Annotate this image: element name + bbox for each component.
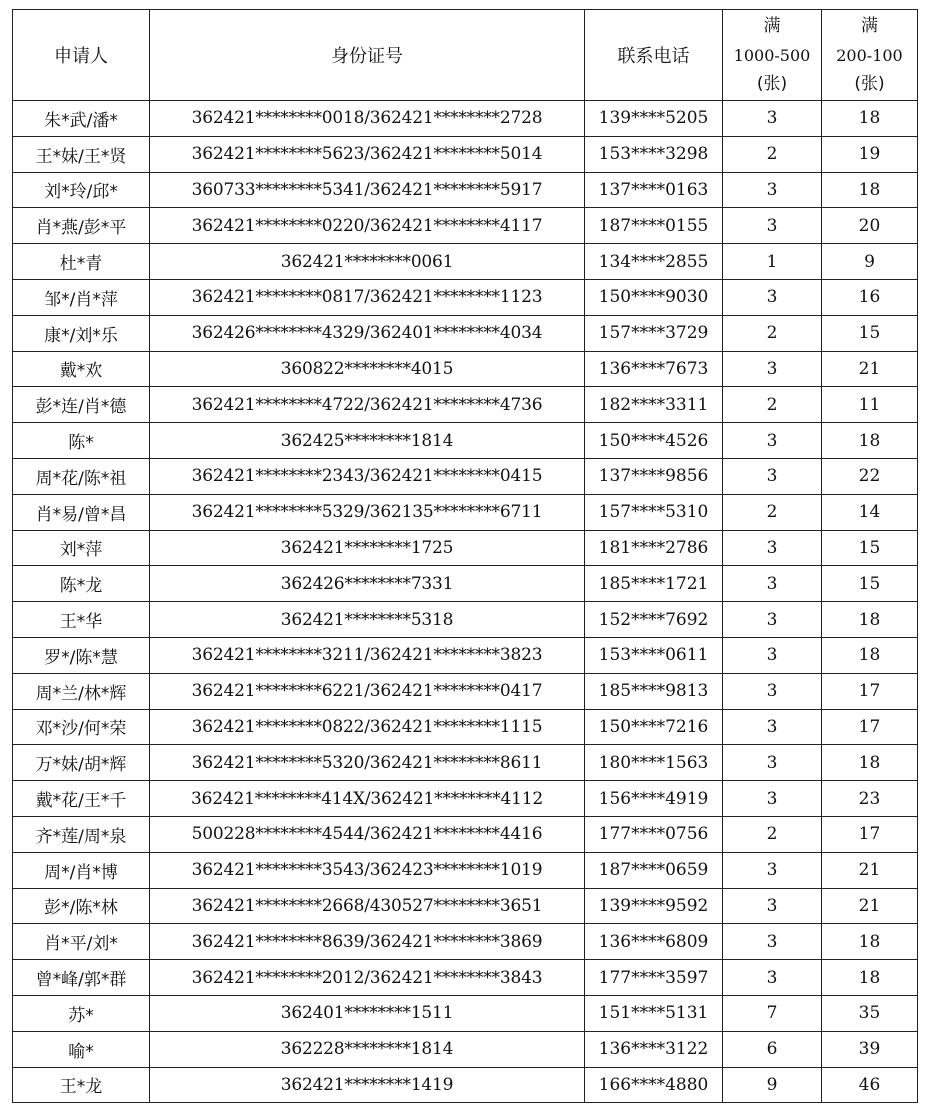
id-number-cell: 362421********1419 xyxy=(150,1067,585,1103)
id-number-cell: 362421********2668/430527********3651 xyxy=(150,888,585,924)
id-number-cell: 362421********0817/362421********1123 xyxy=(150,279,585,315)
coupon-200-100-count-cell: 18 xyxy=(822,745,918,781)
coupon-200-100-count-cell: 18 xyxy=(822,101,918,137)
phone-cell: 136****3122 xyxy=(585,1031,723,1067)
coupon-1000-500-count-cell: 3 xyxy=(723,458,822,494)
phone-cell: 152****7692 xyxy=(585,602,723,638)
table-row xyxy=(13,279,918,315)
applicant-name-cell: 戴*欢 xyxy=(13,351,150,387)
phone-cell: 157****5310 xyxy=(585,494,723,530)
coupon-1000-500-count-cell: 6 xyxy=(723,1031,822,1067)
phone-cell: 139****9592 xyxy=(585,888,723,924)
applicant-name-cell: 周*/肖*博 xyxy=(13,852,150,888)
coupon-200-100-count-cell: 18 xyxy=(822,602,918,638)
coupon-1000-500-count-cell: 9 xyxy=(723,1067,822,1103)
table-row xyxy=(13,315,918,351)
id-number-cell: 362426********7331 xyxy=(150,566,585,602)
id-number-cell: 362421********5320/362421********8611 xyxy=(150,745,585,781)
phone-cell: 153****3298 xyxy=(585,136,723,172)
table-row xyxy=(13,852,918,888)
coupon-200-100-count-cell: 35 xyxy=(822,995,918,1031)
coupon-200-100-count-cell: 22 xyxy=(822,458,918,494)
table-row xyxy=(13,458,918,494)
applicant-name-cell: 杜*青 xyxy=(13,244,150,280)
applicant-name-cell: 朱*武/潘* xyxy=(13,101,150,137)
coupon-applicant-table xyxy=(12,9,918,1103)
phone-cell: 136****6809 xyxy=(585,924,723,960)
id-number-cell: 362401********1511 xyxy=(150,995,585,1031)
coupon-1000-500-count-cell: 3 xyxy=(723,709,822,745)
table-row xyxy=(13,1031,918,1067)
applicant-name-cell: 康*/刘*乐 xyxy=(13,315,150,351)
phone-cell: 139****5205 xyxy=(585,101,723,137)
applicant-name-cell: 肖*易/曾*昌 xyxy=(13,494,150,530)
phone-cell: 182****3311 xyxy=(585,387,723,423)
phone-cell: 137****9856 xyxy=(585,458,723,494)
header-phone: 联系电话 xyxy=(585,10,723,101)
coupon-200-100-count-cell: 21 xyxy=(822,852,918,888)
table-row xyxy=(13,888,918,924)
header-coupon-200-100: 满 200-100 (张) xyxy=(822,10,918,101)
coupon-200-100-count-cell: 21 xyxy=(822,888,918,924)
table-row xyxy=(13,351,918,387)
id-number-cell: 362421********2012/362421********3843 xyxy=(150,960,585,996)
coupon-1000-500-count-cell: 3 xyxy=(723,101,822,137)
applicant-name-cell: 王*妹/王*贤 xyxy=(13,136,150,172)
coupon-1000-500-count-cell: 3 xyxy=(723,637,822,673)
phone-cell: 185****1721 xyxy=(585,566,723,602)
coupon-200-100-count-cell: 15 xyxy=(822,566,918,602)
id-number-cell: 362425********1814 xyxy=(150,423,585,459)
coupon-1000-500-count-cell: 3 xyxy=(723,745,822,781)
id-number-cell: 362421********0061 xyxy=(150,244,585,280)
coupon-200-100-count-cell: 18 xyxy=(822,172,918,208)
table-row xyxy=(13,136,918,172)
applicant-name-cell: 齐*莲/周*泉 xyxy=(13,816,150,852)
applicant-name-cell: 罗*/陈*慧 xyxy=(13,637,150,673)
table-row xyxy=(13,709,918,745)
table-row xyxy=(13,208,918,244)
phone-cell: 177****0756 xyxy=(585,816,723,852)
phone-cell: 134****2855 xyxy=(585,244,723,280)
coupon-200-100-count-cell: 23 xyxy=(822,781,918,817)
coupon-200-100-count-cell: 11 xyxy=(822,387,918,423)
table-row xyxy=(13,924,918,960)
phone-cell: 181****2786 xyxy=(585,530,723,566)
coupon-1000-500-count-cell: 3 xyxy=(723,781,822,817)
header-row xyxy=(13,10,918,101)
id-number-cell: 362421********3543/362423********1019 xyxy=(150,852,585,888)
applicant-name-cell: 周*兰/林*辉 xyxy=(13,673,150,709)
applicant-name-cell: 周*花/陈*祖 xyxy=(13,458,150,494)
coupon-200-100-count-cell: 17 xyxy=(822,816,918,852)
coupon-200-100-count-cell: 39 xyxy=(822,1031,918,1067)
coupon-1000-500-count-cell: 2 xyxy=(723,494,822,530)
phone-cell: 150****7216 xyxy=(585,709,723,745)
phone-cell: 166****4880 xyxy=(585,1067,723,1103)
coupon-200-100-count-cell: 18 xyxy=(822,924,918,960)
coupon-1000-500-count-cell: 3 xyxy=(723,208,822,244)
coupon-200-100-count-cell: 15 xyxy=(822,530,918,566)
phone-cell: 150****9030 xyxy=(585,279,723,315)
id-number-cell: 362421********4722/362421********4736 xyxy=(150,387,585,423)
coupon-200-100-count-cell: 9 xyxy=(822,244,918,280)
coupon-1000-500-count-cell: 3 xyxy=(723,673,822,709)
table-row xyxy=(13,244,918,280)
coupon-1000-500-count-cell: 3 xyxy=(723,852,822,888)
applicant-name-cell: 戴*花/王*千 xyxy=(13,781,150,817)
coupon-1000-500-count-cell: 3 xyxy=(723,960,822,996)
table-row xyxy=(13,602,918,638)
applicant-name-cell: 陈* xyxy=(13,423,150,459)
applicant-name-cell: 刘*玲/邱* xyxy=(13,172,150,208)
id-number-cell: 362421********1725 xyxy=(150,530,585,566)
id-number-cell: 362421********3211/362421********3823 xyxy=(150,637,585,673)
phone-cell: 153****0611 xyxy=(585,637,723,673)
coupon-1000-500-count-cell: 3 xyxy=(723,423,822,459)
applicant-name-cell: 王*龙 xyxy=(13,1067,150,1103)
coupon-200-100-count-cell: 19 xyxy=(822,136,918,172)
header-coupon-1000-500: 满 1000-500 (张) xyxy=(723,10,822,101)
id-number-cell: 362421********5318 xyxy=(150,602,585,638)
id-number-cell: 362421********8639/362421********3869 xyxy=(150,924,585,960)
coupon-200-100-count-cell: 18 xyxy=(822,960,918,996)
coupon-1000-500-count-cell: 2 xyxy=(723,816,822,852)
id-number-cell: 500228********4544/362421********4416 xyxy=(150,816,585,852)
id-number-cell: 362421********2343/362421********0415 xyxy=(150,458,585,494)
coupon-1000-500-count-cell: 2 xyxy=(723,315,822,351)
id-number-cell: 362228********1814 xyxy=(150,1031,585,1067)
coupon-200-100-count-cell: 46 xyxy=(822,1067,918,1103)
applicant-name-cell: 喻* xyxy=(13,1031,150,1067)
id-number-cell: 362426********4329/362401********4034 xyxy=(150,315,585,351)
phone-cell: 137****0163 xyxy=(585,172,723,208)
table-row xyxy=(13,673,918,709)
id-number-cell: 362421********5623/362421********5014 xyxy=(150,136,585,172)
id-number-cell: 360822********4015 xyxy=(150,351,585,387)
coupon-1000-500-count-cell: 1 xyxy=(723,244,822,280)
applicant-name-cell: 刘*萍 xyxy=(13,530,150,566)
table-row xyxy=(13,637,918,673)
table-row xyxy=(13,566,918,602)
coupon-1000-500-count-cell: 3 xyxy=(723,279,822,315)
phone-cell: 136****7673 xyxy=(585,351,723,387)
table-row xyxy=(13,781,918,817)
coupon-1000-500-count-cell: 3 xyxy=(723,351,822,387)
table-row xyxy=(13,101,918,137)
coupon-200-100-count-cell: 20 xyxy=(822,208,918,244)
coupon-200-100-count-cell: 14 xyxy=(822,494,918,530)
table-row xyxy=(13,995,918,1031)
applicant-name-cell: 邓*沙/何*荣 xyxy=(13,709,150,745)
id-number-cell: 362421********0822/362421********1115 xyxy=(150,709,585,745)
phone-cell: 156****4919 xyxy=(585,781,723,817)
applicant-name-cell: 彭*/陈*林 xyxy=(13,888,150,924)
coupon-1000-500-count-cell: 3 xyxy=(723,888,822,924)
coupon-200-100-count-cell: 18 xyxy=(822,423,918,459)
table-row xyxy=(13,816,918,852)
coupon-200-100-count-cell: 17 xyxy=(822,673,918,709)
coupon-1000-500-count-cell: 3 xyxy=(723,530,822,566)
phone-cell: 180****1563 xyxy=(585,745,723,781)
phone-cell: 187****0659 xyxy=(585,852,723,888)
id-number-cell: 362421********5329/362135********6711 xyxy=(150,494,585,530)
phone-cell: 185****9813 xyxy=(585,673,723,709)
table-row xyxy=(13,423,918,459)
table-row xyxy=(13,172,918,208)
coupon-200-100-count-cell: 21 xyxy=(822,351,918,387)
applicant-name-cell: 陈*龙 xyxy=(13,566,150,602)
coupon-200-100-count-cell: 17 xyxy=(822,709,918,745)
phone-cell: 177****3597 xyxy=(585,960,723,996)
coupon-1000-500-count-cell: 3 xyxy=(723,602,822,638)
coupon-1000-500-count-cell: 3 xyxy=(723,924,822,960)
header-applicant: 申请人 xyxy=(13,10,150,101)
phone-cell: 157****3729 xyxy=(585,315,723,351)
coupon-1000-500-count-cell: 2 xyxy=(723,387,822,423)
applicant-name-cell: 彭*连/肖*德 xyxy=(13,387,150,423)
applicant-name-cell: 肖*平/刘* xyxy=(13,924,150,960)
table-row xyxy=(13,960,918,996)
id-number-cell: 360733********5341/362421********5917 xyxy=(150,172,585,208)
applicant-name-cell: 苏* xyxy=(13,995,150,1031)
applicant-name-cell: 万*妹/胡*辉 xyxy=(13,745,150,781)
phone-cell: 187****0155 xyxy=(585,208,723,244)
id-number-cell: 362421********0018/362421********2728 xyxy=(150,101,585,137)
id-number-cell: 362421********0220/362421********4117 xyxy=(150,208,585,244)
header-id-number: 身份证号 xyxy=(150,10,585,101)
coupon-1000-500-count-cell: 3 xyxy=(723,566,822,602)
table-row xyxy=(13,530,918,566)
table-row xyxy=(13,1067,918,1103)
applicant-name-cell: 曾*峰/郭*群 xyxy=(13,960,150,996)
table-row xyxy=(13,494,918,530)
id-number-cell: 362421********414X/362421********4112 xyxy=(150,781,585,817)
coupon-200-100-count-cell: 18 xyxy=(822,637,918,673)
table-body xyxy=(13,101,918,1103)
applicant-name-cell: 王*华 xyxy=(13,602,150,638)
coupon-1000-500-count-cell: 2 xyxy=(723,136,822,172)
coupon-200-100-count-cell: 16 xyxy=(822,279,918,315)
coupon-1000-500-count-cell: 3 xyxy=(723,172,822,208)
table-row xyxy=(13,387,918,423)
phone-cell: 150****4526 xyxy=(585,423,723,459)
coupon-200-100-count-cell: 15 xyxy=(822,315,918,351)
id-number-cell: 362421********6221/362421********0417 xyxy=(150,673,585,709)
applicant-name-cell: 邹*/肖*萍 xyxy=(13,279,150,315)
table-row xyxy=(13,745,918,781)
phone-cell: 151****5131 xyxy=(585,995,723,1031)
coupon-1000-500-count-cell: 7 xyxy=(723,995,822,1031)
applicant-name-cell: 肖*燕/彭*平 xyxy=(13,208,150,244)
